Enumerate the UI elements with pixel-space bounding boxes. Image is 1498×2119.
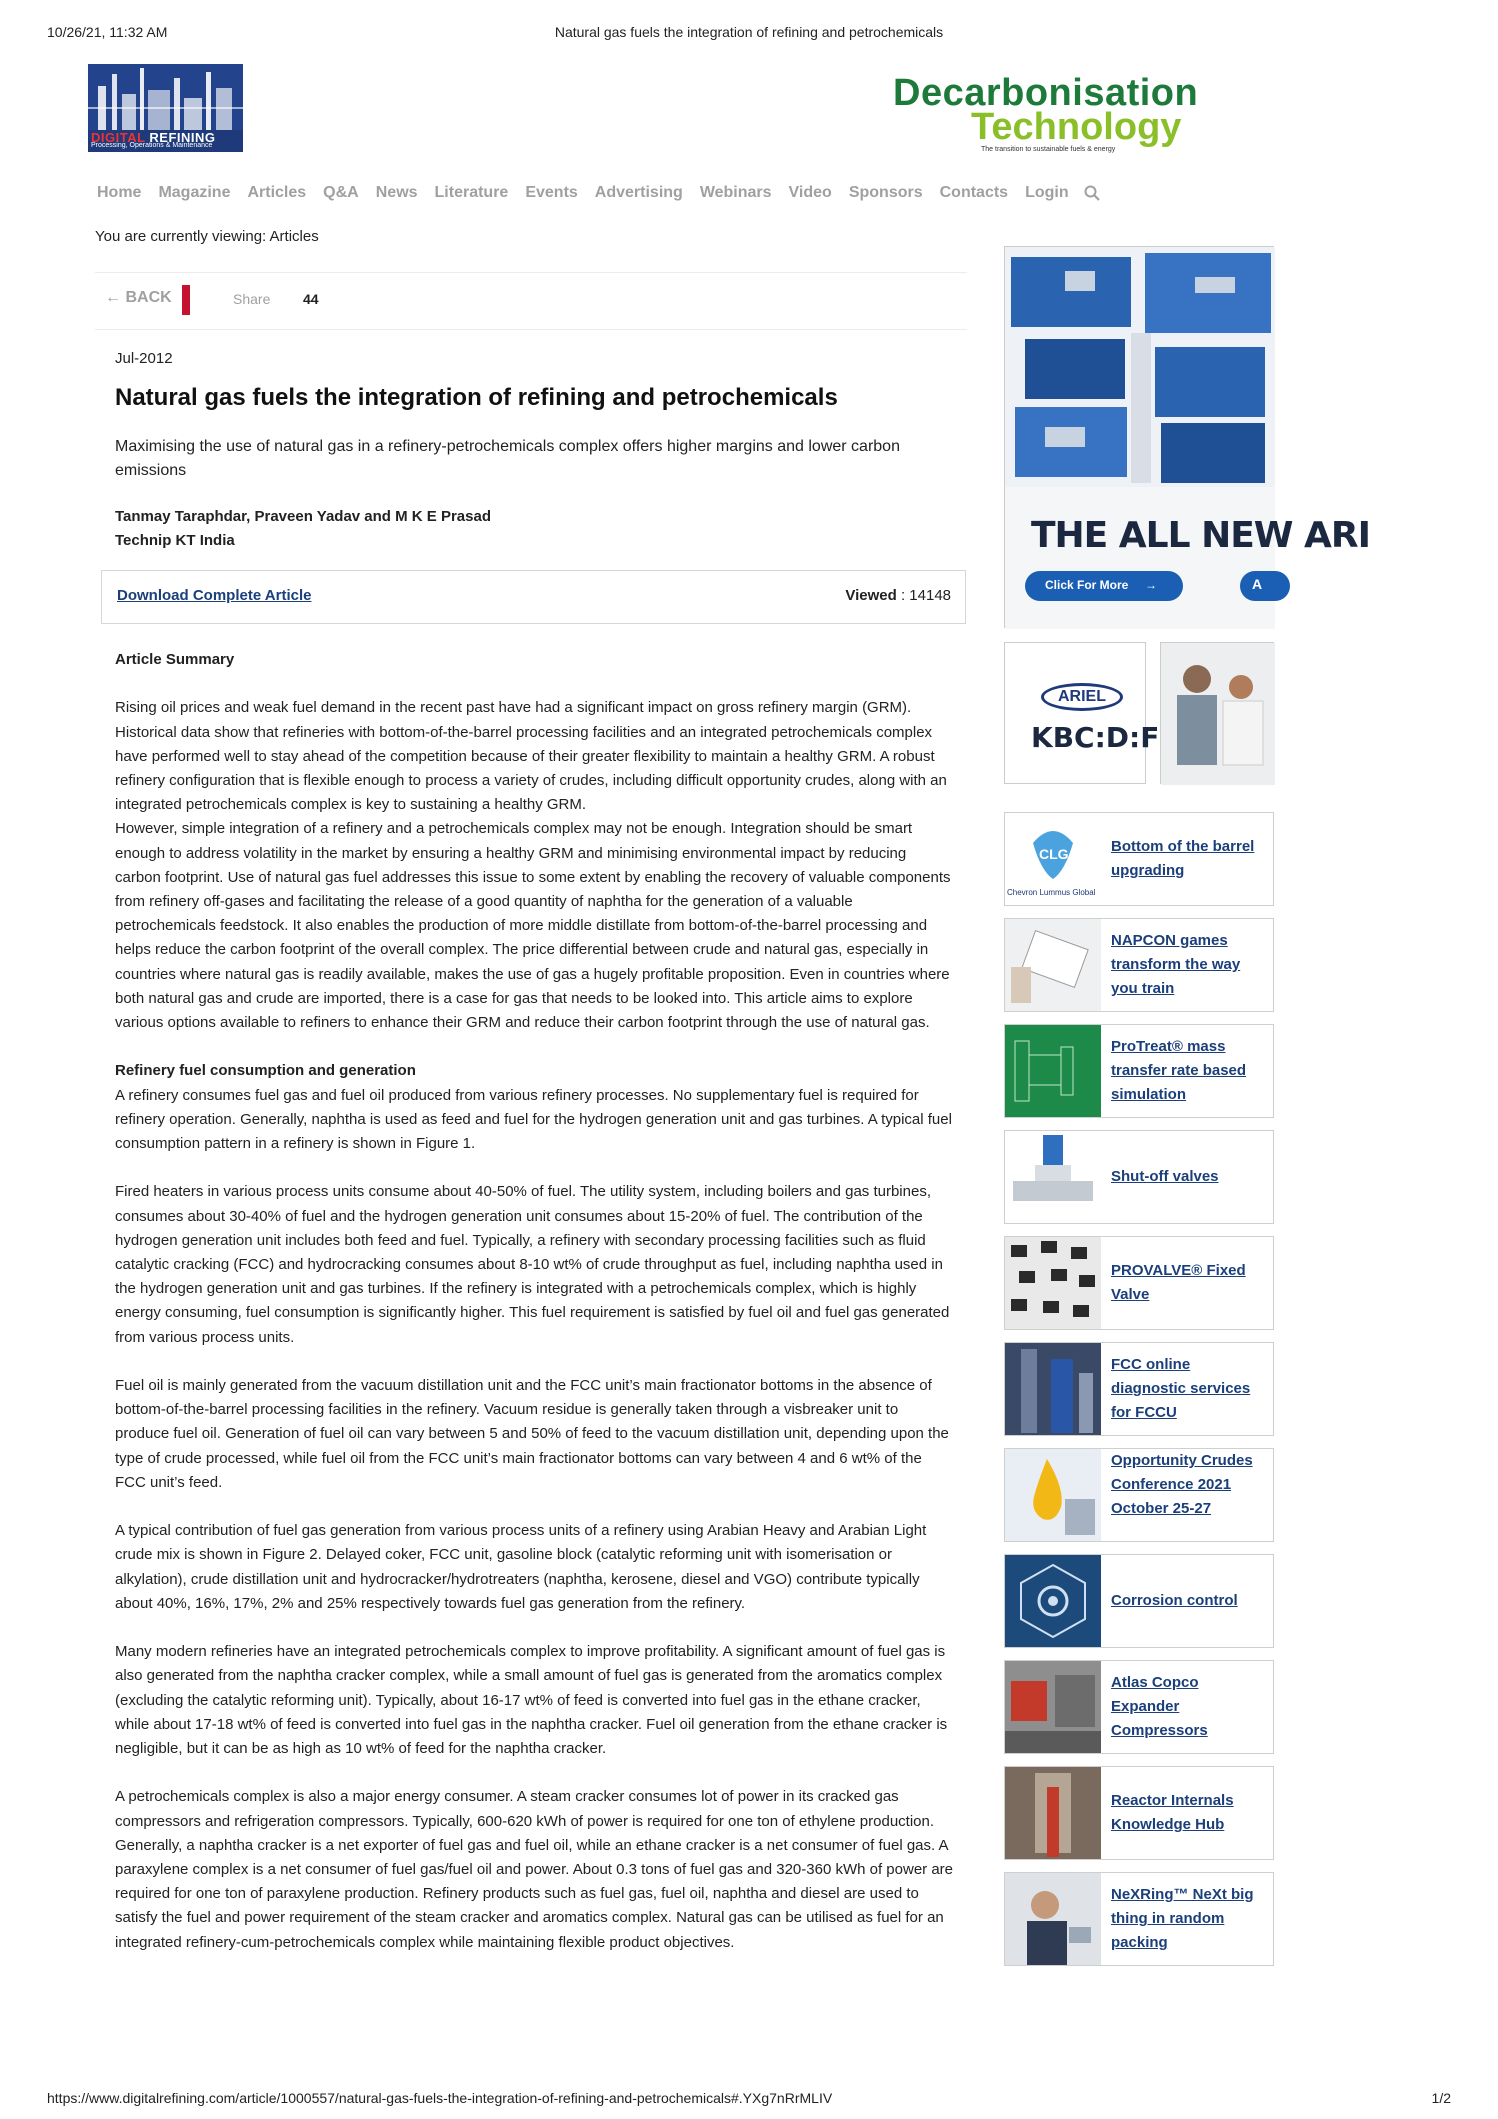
paragraph: Rising oil prices and weak fuel demand in the recent past have had a significant impact on gross refinery margin (GRM). Historical data show that refineries with bottom-of-the-barrel processing facilities and an integrated petrochemicals complex have performed well to stay ahead of the competition because of their greater flexibility to maintain a healthy GRM. A robust refinery configuration that is flexible enough to process a variety of crudes, including difficult opportunity crudes, along with an integrated petrochemicals complex is key to sustaining a healthy GRM. [115,699,947,814]
valve-thumbnail [1005,1131,1101,1223]
nav-events[interactable]: Events [525,184,578,201]
print-header [47,24,1451,44]
oil-drop-thumbnail [1005,1449,1101,1541]
clg-logo [1005,813,1101,905]
sidebar-link[interactable]: FCC online diagnostic services for FCCU [1111,1356,1251,1422]
nav-articles[interactable]: Articles [247,184,307,201]
logo-word-digital: DIGITAL [91,130,146,145]
print-page-number: 1/2 [1431,2090,1451,2106]
download-article-link[interactable]: Download Complete Article [117,587,312,604]
sidebar-item[interactable] [1004,812,1274,906]
nav-qa[interactable]: Q&A [323,184,359,201]
atlas-copco-thumbnail [1005,1661,1101,1753]
ad-cta-label: Click For More [1045,578,1129,592]
nav-advertising[interactable]: Advertising [594,184,683,201]
arrow-right-icon: → [1145,578,1158,592]
print-footer [47,2090,1451,2110]
paragraph: A typical contribution of fuel gas generation from various process units of a refinery using Arabian Heavy and Arabian Light crude mix is shown in Figure 2. Delayed coker, FCC unit, gasoline block (catalytic reforming unit with isomerisation or alkylation), crude distillation unit and hydrocracker/hydrotreaters (naphtha, kerosene, diesel and VGO) contribute typically about 40%, 16%, 17%, 2% and 25% respectively towards fuel gas generation from the refinery. [115,1522,927,1612]
protreat-thumbnail [1005,1025,1101,1117]
nav-login[interactable]: Login [1025,184,1069,201]
nexring-thumbnail [1005,1873,1101,1965]
sidebar-link[interactable]: NAPCON games transform the way you train [1111,932,1241,998]
logo-tagline: Processing, Operations & Maintenance [91,142,213,149]
article-date: Jul-2012 [115,350,173,367]
ariel-logo: ARIEL [1041,683,1123,711]
sidebar-item[interactable] [1004,1554,1274,1648]
download-box [101,570,966,624]
nav-video[interactable]: Video [788,184,832,201]
sidebar-item[interactable] [1004,1448,1274,1542]
sidebar-item[interactable] [1004,1236,1274,1330]
kbc-logo-text: KBC:D:F [1031,721,1160,754]
nav-contacts[interactable]: Contacts [939,184,1009,201]
fcc-thumbnail [1005,1343,1101,1435]
nav-sponsors[interactable]: Sponsors [848,184,923,201]
sidebar-link[interactable]: ProTreat® mass transfer rate based simulation [1111,1038,1247,1104]
share-button[interactable]: Share [233,291,271,307]
summary-heading: Article Summary [115,651,235,668]
share-bar [95,272,967,330]
arrow-left-icon: ← [105,289,121,306]
back-label: BACK [125,289,172,306]
sidebar-item[interactable] [1004,1342,1274,1436]
main-nav [97,182,1100,204]
article-subtitle: Maximising the use of natural gas in a refinery-petrochemicals complex offers higher margins and lower carbon emissions [115,438,900,479]
sidebar-link[interactable]: Atlas Copco Expander Compressors [1111,1674,1208,1740]
sidebar-link[interactable]: Bottom of the barrel upgrading [1111,838,1255,880]
nav-news[interactable]: News [375,184,418,201]
ad-headline: THE ALL NEW ARI [1031,515,1371,556]
print-timestamp: 10/26/21, 11:32 AM [47,24,168,40]
sidebar-link[interactable]: PROVALVE® Fixed Valve [1111,1262,1246,1304]
logo-line-decarbonisation: Decarbonisation [893,72,1199,114]
article-authors: Tanmay Taraphdar, Praveen Yadav and M K E Prasad [115,508,491,525]
digital-refining-logo[interactable] [88,64,243,152]
reactor-thumbnail [1005,1767,1101,1859]
nav-literature[interactable]: Literature [434,184,509,201]
ariel-kbc-ad[interactable] [1004,642,1160,784]
paragraph: Fuel oil is mainly generated from the vacuum distillation unit and the FCC unit’s main fractionator bottoms in the absence of bottom-of-the-barrel processing facilities in the refinery. Vacuum residue is generally taken through a visbreaker unit to produce fuel oil. Generation of fuel oil can vary between 5 and 50% of feed to the vacuum distillation unit, depending upon the type of crude processed, while fuel oil from the FCC unit’s main fractionator bottoms can vary between 4 and 6 wt% of the FCC unit’s feed. [115,1377,949,1491]
sidebar-item[interactable] [1004,1766,1274,1860]
share-count: 44 [303,291,319,307]
article-title: Natural gas fuels the integration of refining and petrochemicals [115,384,838,411]
red-accent-bar [182,285,190,315]
logo-word-refining: REFINING [149,130,216,145]
breadcrumb: You are currently viewing: Articles [95,228,319,245]
ariel-banner-ad[interactable] [1004,246,1371,628]
ad-badge: A [1240,571,1290,601]
paragraph: Fired heaters in various process units consume about 40-50% of fuel. The utility system, including boilers and gas turbines, consumes about 30-40% of fuel and the hydrogen generation unit consumes about 15-20% of fuel. The contribution of the hydrogen generation unit includes both feed and fuel. Typically, a refinery with secondary processing facilities such as fluid catalytic cracking (FCC) and hydrocracking consumes about 8-10 wt% of crude throughput as fuel, including naphtha used in the hydrogen generation unit and gas turbines. If the refinery is integrated with a petrochemicals complex, which is highly energy consuming, fuel consumption is significantly higher. This fuel requirement is satisfied by fuel oil and fuel gas generated from various process units. [115,1183,950,1346]
people-photo-ad[interactable] [1160,642,1274,784]
clg-logo-caption: Chevron Lummus Global [1007,888,1096,897]
sidebar-link[interactable]: Shut-off valves [1111,1168,1219,1185]
ad-cta-button[interactable] [1025,571,1183,601]
corrosion-thumbnail [1005,1555,1101,1647]
provalve-thumbnail [1005,1237,1101,1329]
sidebar-link[interactable]: Corrosion control [1111,1592,1238,1609]
sidebar-link[interactable]: NeXRing™ NeXt big thing in random packing [1111,1886,1254,1952]
sidebar-link[interactable]: Reactor Internals Knowledge Hub [1111,1792,1234,1834]
sidebar-link[interactable]: Opportunity Crudes Conference 2021 October 25-27 [1111,1452,1253,1518]
view-count [845,587,951,604]
sidebar-item[interactable] [1004,1024,1274,1118]
paragraph: Many modern refineries have an integrated petrochemicals complex to improve profitability. A significant amount of fuel gas is also generated from the naphtha cracker complex, while a small amount of fuel gas is generated from the aromatics complex (excluding the catalytic reforming unit). Typically, about 16-17 wt% of feed is converted into fuel gas in the ethane cracker, while about 17-18 wt% of feed is converted into fuel gas in the naphtha cracker. Fuel oil generation from the ethane cracker is negligible, but it can be as high as 10 wt% of feed for the naphtha cracker. [115,1643,948,1758]
nav-webinars[interactable]: Webinars [699,184,772,201]
decarbonisation-technology-logo[interactable] [893,72,1233,157]
sidebar-item[interactable] [1004,1130,1274,1224]
search-icon[interactable] [1084,185,1100,201]
paragraph: A petrochemicals complex is also a major energy consumer. A steam cracker consumes lot of power in its cracked gas compressors and refrigeration compressors. Typically, 600-620 kWh of power is required for one ton of ethylene production. Generally, a naphtha cracker is a net exporter of fuel gas and fuel oil, while an ethane cracker is a net consumer of fuel gas. A paraxylene complex is a net consumer of fuel gas/fuel oil and power. About 0.3 tons of fuel gas and 320-360 kWh of power are required for one ton of paraxylene production. Refinery products such as fuel gas, fuel oil, naphtha and diesel are used to satisfy the fuel and power requirement of the steam cracker and aromatics complex. Natural gas can be utilised as fuel for an integrated refinery-cum-petrochemicals complex while maintaining flexible product objectives. [115,1788,954,1951]
print-page-title: Natural gas fuels the integration of refining and petrochemicals [554,24,944,40]
logo-tagline-dt: The transition to sustainable fuels & energy [981,146,1116,153]
back-button[interactable] [105,289,172,307]
logo-line-technology: Technology [971,106,1182,148]
section-heading: Refinery fuel consumption and generation [115,1062,416,1080]
article-company: Technip KT India [115,532,235,549]
paragraph: A refinery consumes fuel gas and fuel oil produced from various refinery processes. No supplementary fuel is required for refinery operation. Generally, naphtha is used as feed and fuel for the hydrogen generation unit and gas turbines. A typical fuel consumption pattern in a refinery is shown in Figure 1. [115,1086,952,1153]
napcon-thumbnail [1005,919,1101,1011]
clg-logo-text: CLG [1039,846,1069,862]
sidebar-item[interactable] [1004,918,1274,1012]
article-byline [115,505,491,553]
sidebar-item[interactable] [1004,1872,1274,1966]
article-body [115,648,955,1955]
print-url: https://www.digitalrefining.com/article/1000557/natural-gas-fuels-the-integration-of-refining-and-petrochemicals#.YXg7nRrMLIV [47,2090,833,2106]
sidebar-item[interactable] [1004,1660,1274,1754]
nav-home[interactable]: Home [97,184,142,201]
viewed-label: Viewed [845,587,897,604]
paragraph: However, simple integration of a refinery and a petrochemicals complex may not be enough. Integration should be smart enough to address volatility in the market by ensuring a healthy GRM and minimising environmental impact by reducing carbon footprint. Use of natural gas fuel addresses this issue to some extent by enabling the recovery of valuable components from refinery off-gases and facilitating the release of a good quantity of naphtha for the generation of a valuable petrochemicals feedstock. It also enables the production of more middle distillate from bottom-of-the-barrel processing and helps reduce the carbon footprint of the overall complex. The price differential between crude and natural gas, especially in countries where natural gas is readily available, makes the use of gas a hugely profitable proposition. Even in countries where both natural gas and crude are imported, there is a case for gas that needs to be looked into. This article aims to explore various options available to refiners to enhance their GRM and reduce their carbon footprint through the use of natural gas. [115,820,951,1032]
viewed-count: : 14148 [900,587,951,604]
nav-magazine[interactable]: Magazine [158,184,231,201]
